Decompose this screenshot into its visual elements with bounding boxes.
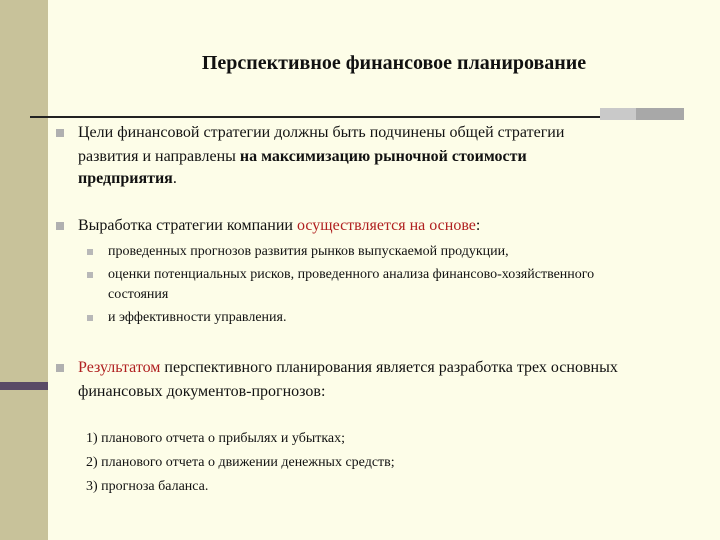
numbered-item-2: 2) планового отчета о движении денежных средств; <box>86 455 395 470</box>
numbered-item-1: 1) планового отчета о прибылях и убытках; <box>86 431 346 446</box>
left-decor-band <box>0 0 48 540</box>
bullet1-line3 <box>78 167 177 191</box>
bullet3-text-1: перспективного планирования является разработка трех основных <box>160 359 618 376</box>
bullet1-bold-3: предприятия <box>78 170 173 187</box>
bullet3-red-text: Результатом <box>78 359 161 376</box>
bullet1-end: . <box>172 170 177 187</box>
bullet3-line1 <box>78 356 618 380</box>
rule-decor-block-dark <box>636 108 684 120</box>
bullet3-line2: финансовых документов-прогнозов: <box>78 383 326 400</box>
bullet2-end: : <box>475 217 481 234</box>
bullet2-subitem-3: и эффективности управления. <box>108 310 287 325</box>
sub-bullet-square-icon <box>87 249 93 255</box>
title-underline <box>30 116 682 118</box>
bullet2-red-text: осуществляется на основе <box>296 217 476 234</box>
slide-title: Перспективное финансовое планирование <box>201 52 587 74</box>
bullet-square-icon <box>56 129 64 137</box>
bullet2-line <box>78 214 480 238</box>
sub-bullet-square-icon <box>87 272 93 278</box>
bullet2-subitem-2-cont: состояния <box>108 287 169 302</box>
numbered-item-3: 3) прогноза баланса. <box>86 479 209 494</box>
bullet2-text: Выработка стратегии компании <box>78 217 297 234</box>
bullet1-text-1: Цели финансовой стратегии должны быть подчинены общей стратегии <box>78 124 565 141</box>
sub-bullet-square-icon <box>87 315 93 321</box>
bullet2-subitem-1: проведенных прогнозов развития рынков выпускаемой продукции, <box>108 244 509 259</box>
bullet1-text-2: развития и направлены <box>78 148 240 165</box>
bullet2-subitem-2: оценки потенциальных рисков, проведенного анализа финансово-хозяйственного <box>108 267 595 282</box>
bullet1-bold-2: на максимизацию рыночной стоимости <box>239 148 527 165</box>
bullet1-line2 <box>78 145 527 169</box>
bullet-square-icon <box>56 222 64 230</box>
left-decor-accent <box>0 382 48 390</box>
bullet1-line1 <box>78 121 564 145</box>
bullet-square-icon <box>56 364 64 372</box>
